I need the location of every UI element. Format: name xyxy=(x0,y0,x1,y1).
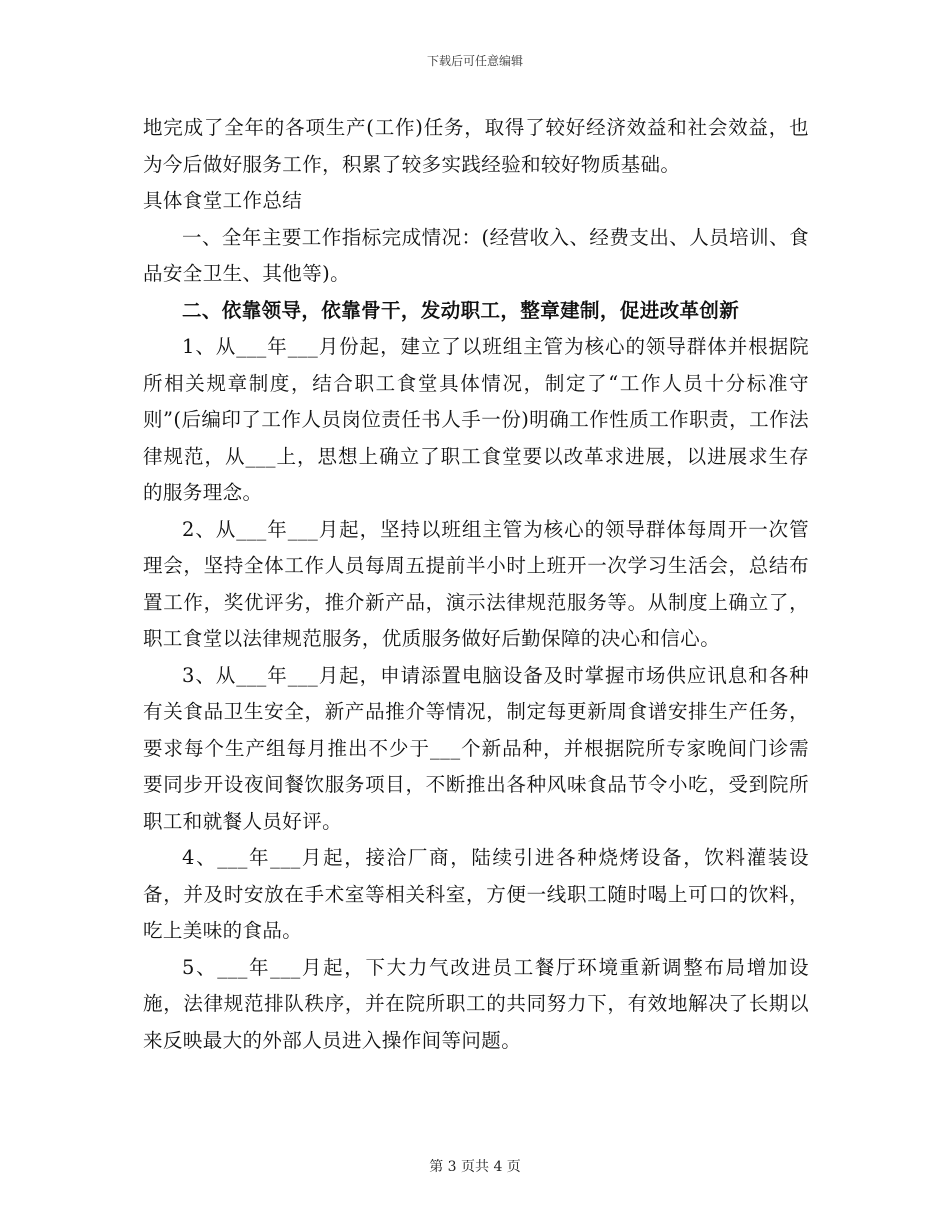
paragraph-item-4: 4、___年___月起，接洽厂商，陆续引进各种烧烤设备，饮料灌装设备，并及时安放在手术室等相关科室，方便一线职工随时喝上可口的饮料，吃上美味的食品。 xyxy=(143,846,809,942)
paragraph-item-2: 2、从___年___月起，坚持以班组主管为核心的领导群体每周开一次管理会，坚持全体工作人员每周五提前半小时上班开一次学习生活会，总结布置工作，奖优评劣，推介新产品，演示法律规范服务等。从制度上确立了，职工食堂以法律规范服务，优质服务做好后勤保障的决心和信心。 xyxy=(143,517,809,650)
document-body xyxy=(143,110,809,1059)
page-number: 第 3 页共 4 页 xyxy=(429,1159,521,1175)
paragraph-continuation: 地完成了全年的各项生产(工作)任务，取得了较好经济效益和社会效益，也为今后做好服务工作，积累了较多实践经验和较好物质基础。 xyxy=(143,116,809,176)
paragraph-item-1: 1、从___年___月份起，建立了以班组主管为核心的领导群体并根据院所相关规章制度，结合职工食堂具体情况，制定了“工作人员十分标准守则”(后编印了工作人员岗位责任书人手一份)明确工作性质工作职责，工作法律规范，从___上，思想上确立了职工食堂要以改革求进展，以进展求生存的服务理念。 xyxy=(143,335,809,504)
paragraph-indicators: 一、全年主要工作指标完成情况：(经营收入、经费支出、人员培训、食品安全卫生、其他等)。 xyxy=(143,225,809,285)
page-header: 下载后可任意编辑 xyxy=(426,54,523,68)
paragraph-item-5: 5、___年___月起，下大力气改进员工餐厅环境重新调整布局增加设施，法律规范排队秩序，并在院所职工的共同努力下，有效地解决了长期以来反映最大的外部人员进入操作间等问题。 xyxy=(143,955,809,1052)
section-heading: 具体食堂工作总结 xyxy=(143,189,303,212)
paragraph-item-3: 3、从___年___月起，申请添置电脑设备及时掌握市场供应讯息和各种有关食品卫生安全，新产品推介等情况，制定每更新周食谱安排生产任务，要求每个生产组每月推出不少于___个新品种，并根据院所专家晚间门诊需要同步开设夜间餐饮服务项目，不断推出各种风味食品节令小吃，受到院所职工和就餐人员好评。 xyxy=(143,663,809,833)
section-title-bold: 二、依靠领导，依靠骨干，发动职工，整章建制，促进改革创新 xyxy=(182,298,740,322)
